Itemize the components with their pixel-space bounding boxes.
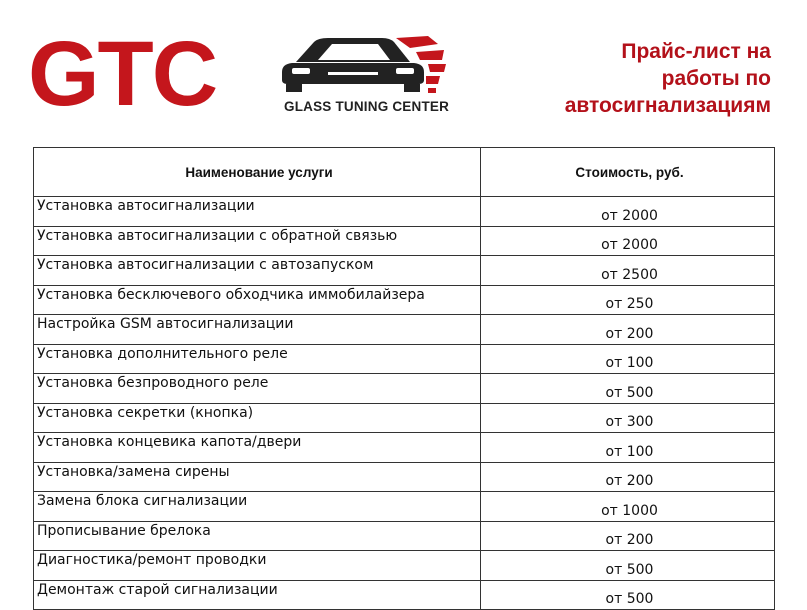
service-name: Диагностика/ремонт проводки [34, 551, 481, 581]
service-name: Установка концевика капота/двери [34, 433, 481, 463]
service-name: Установка секретки (кнопка) [34, 403, 481, 433]
service-price: от 200 [481, 521, 775, 551]
service-price: от 2000 [481, 197, 775, 227]
service-name: Установка бесключевого обходчика иммобилайзера [34, 285, 481, 315]
table-row [34, 285, 775, 315]
table-row [34, 433, 775, 463]
title-line: автосигнализациям [564, 94, 771, 117]
service-price: от 200 [481, 315, 775, 345]
service-price: от 100 [481, 344, 775, 374]
gtc-logo [28, 23, 450, 128]
service-name: Замена блока сигнализации [34, 492, 481, 522]
price-table [33, 147, 775, 610]
table-row [34, 226, 775, 256]
service-price: от 500 [481, 374, 775, 404]
title-line: работы по [661, 67, 771, 90]
table-row [34, 462, 775, 492]
service-price: от 250 [481, 285, 775, 315]
service-price: от 1000 [481, 492, 775, 522]
service-name: Установка/замена сирены [34, 462, 481, 492]
header-price: Стоимость, руб. [481, 148, 775, 197]
table-row [34, 551, 775, 581]
service-price: от 2000 [481, 226, 775, 256]
table-row [34, 403, 775, 433]
service-name: Настройка GSM автосигнализации [34, 315, 481, 345]
page-title [491, 38, 771, 119]
header-service: Наименование услуги [34, 148, 481, 197]
title-line: Прайс-лист на [621, 40, 771, 63]
table-row [34, 344, 775, 374]
service-name: Установка автосигнализации с обратной связью [34, 226, 481, 256]
table-row [34, 256, 775, 286]
service-name: Установка дополнительного реле [34, 344, 481, 374]
service-name: Установка автосигнализации с автозапуском [34, 256, 481, 286]
table-row [34, 521, 775, 551]
table-header-row [34, 148, 775, 197]
service-price: от 2500 [481, 256, 775, 286]
service-name: Прописывание брелока [34, 521, 481, 551]
service-name: Установка автосигнализации [34, 197, 481, 227]
car-icon [278, 32, 448, 102]
table-row [34, 492, 775, 522]
table-row [34, 315, 775, 345]
service-price: от 500 [481, 551, 775, 581]
logo-letters: GTC [28, 23, 217, 125]
service-price: от 300 [481, 403, 775, 433]
table-row [34, 580, 775, 610]
table-row [34, 197, 775, 227]
service-price: от 100 [481, 433, 775, 463]
service-price: от 500 [481, 580, 775, 610]
logo-subtitle: GLASS TUNING CENTER [284, 99, 450, 114]
service-name: Демонтаж старой сигнализации [34, 580, 481, 610]
service-price: от 200 [481, 462, 775, 492]
service-name: Установка безпроводного реле [34, 374, 481, 404]
table-row [34, 374, 775, 404]
